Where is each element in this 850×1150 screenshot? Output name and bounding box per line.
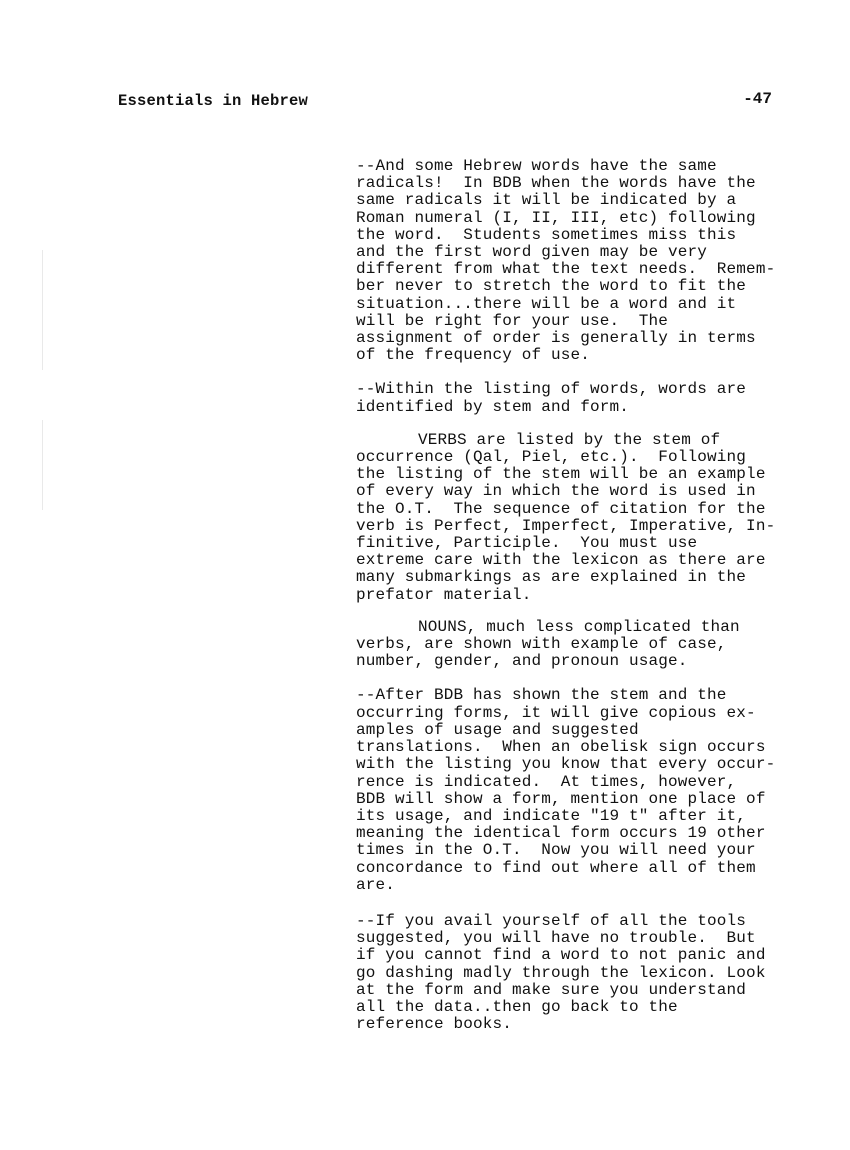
text-line: BDB will show a form, mention one place of bbox=[356, 789, 766, 808]
text-line: extreme care with the lexicon as there are bbox=[356, 551, 766, 570]
text-line: the O.T. The sequence of citation for the bbox=[356, 499, 766, 518]
text-line: go dashing madly through the lexicon. Look bbox=[356, 963, 766, 982]
paragraph-tools-advice bbox=[356, 913, 816, 1033]
paragraph-homonym-radicals bbox=[356, 158, 816, 364]
text-line: and the first word given may be very bbox=[356, 243, 708, 262]
text-line: finitive, Participle. You must use bbox=[356, 534, 698, 553]
text-line: occurring forms, it will give copious ex- bbox=[356, 703, 756, 722]
text-line: times in the O.T. Now you will need your bbox=[356, 841, 756, 860]
text-line: --And some Hebrew words have the same bbox=[356, 157, 717, 175]
text-line: --Within the listing of words, words are bbox=[356, 380, 747, 399]
text-line: many submarkings as are explained in the bbox=[356, 568, 747, 587]
text-line: identified by stem and form. bbox=[356, 397, 630, 416]
text-column bbox=[356, 158, 816, 1033]
text-line: prefator material. bbox=[356, 585, 532, 604]
paragraph-word-listing bbox=[356, 381, 816, 415]
text-line: --If you avail yourself of all the tools bbox=[356, 911, 747, 930]
text-line: verb is Perfect, Imperfect, Imperative, In- bbox=[356, 516, 776, 535]
text-line: verbs, are shown with example of case, bbox=[356, 635, 727, 654]
paragraph-nouns bbox=[356, 619, 816, 671]
text-line: if you cannot find a word to not panic and bbox=[356, 946, 766, 965]
text-line: the word. Students sometimes miss this bbox=[356, 225, 737, 244]
running-title: Essentials in Hebrew bbox=[118, 92, 309, 110]
text-line: all the data..then go back to the bbox=[356, 997, 678, 1016]
text-line: NOUNS, much less complicated than bbox=[418, 617, 740, 636]
text-line: amples of usage and suggested bbox=[356, 720, 639, 739]
left-edge-rule bbox=[42, 420, 43, 510]
text-line: will be right for your use. The bbox=[356, 311, 669, 330]
text-line: its usage, and indicate "19 t" after it, bbox=[356, 806, 747, 825]
text-line: of every way in which the word is used in bbox=[356, 482, 756, 501]
text-line: assignment of order is generally in terms bbox=[356, 329, 756, 348]
text-line: Roman numeral (I, II, III, etc) following bbox=[356, 208, 756, 227]
paragraph-verbs bbox=[356, 432, 816, 604]
text-line: are. bbox=[356, 875, 396, 894]
paragraph-usage-examples bbox=[356, 687, 816, 893]
text-line: different from what the text needs. Remem- bbox=[356, 260, 776, 279]
text-line: --After BDB has shown the stem and the bbox=[356, 686, 727, 705]
text-line: suggested, you will have no trouble. But bbox=[356, 929, 756, 948]
running-header bbox=[118, 92, 772, 114]
text-line: occurrence (Qal, Piel, etc.). Following bbox=[356, 448, 747, 467]
text-line: translations. When an obelisk sign occurs bbox=[356, 738, 766, 757]
text-line: VERBS are listed by the stem of bbox=[418, 430, 721, 449]
text-line: ber never to stretch the word to fit the bbox=[356, 277, 747, 296]
text-line: of the frequency of use. bbox=[356, 346, 591, 365]
text-line: with the listing you know that every occur- bbox=[356, 755, 776, 774]
text-line: the listing of the stem will be an example bbox=[356, 465, 766, 484]
text-line: meaning the identical form occurs 19 other bbox=[356, 824, 766, 843]
page-number: -47 bbox=[743, 90, 772, 108]
text-line: rence is indicated. At times, however, bbox=[356, 772, 737, 791]
left-edge-rule bbox=[42, 250, 43, 370]
text-line: at the form and make sure you understand bbox=[356, 980, 747, 999]
text-line: concordance to find out where all of them bbox=[356, 858, 756, 877]
text-line: same radicals it will be indicated by a bbox=[356, 191, 737, 210]
text-line: radicals! In BDB when the words have the bbox=[356, 174, 756, 193]
text-line: reference books. bbox=[356, 1015, 513, 1034]
text-line: number, gender, and pronoun usage. bbox=[356, 652, 688, 671]
text-line: situation...there will be a word and it bbox=[356, 294, 737, 313]
